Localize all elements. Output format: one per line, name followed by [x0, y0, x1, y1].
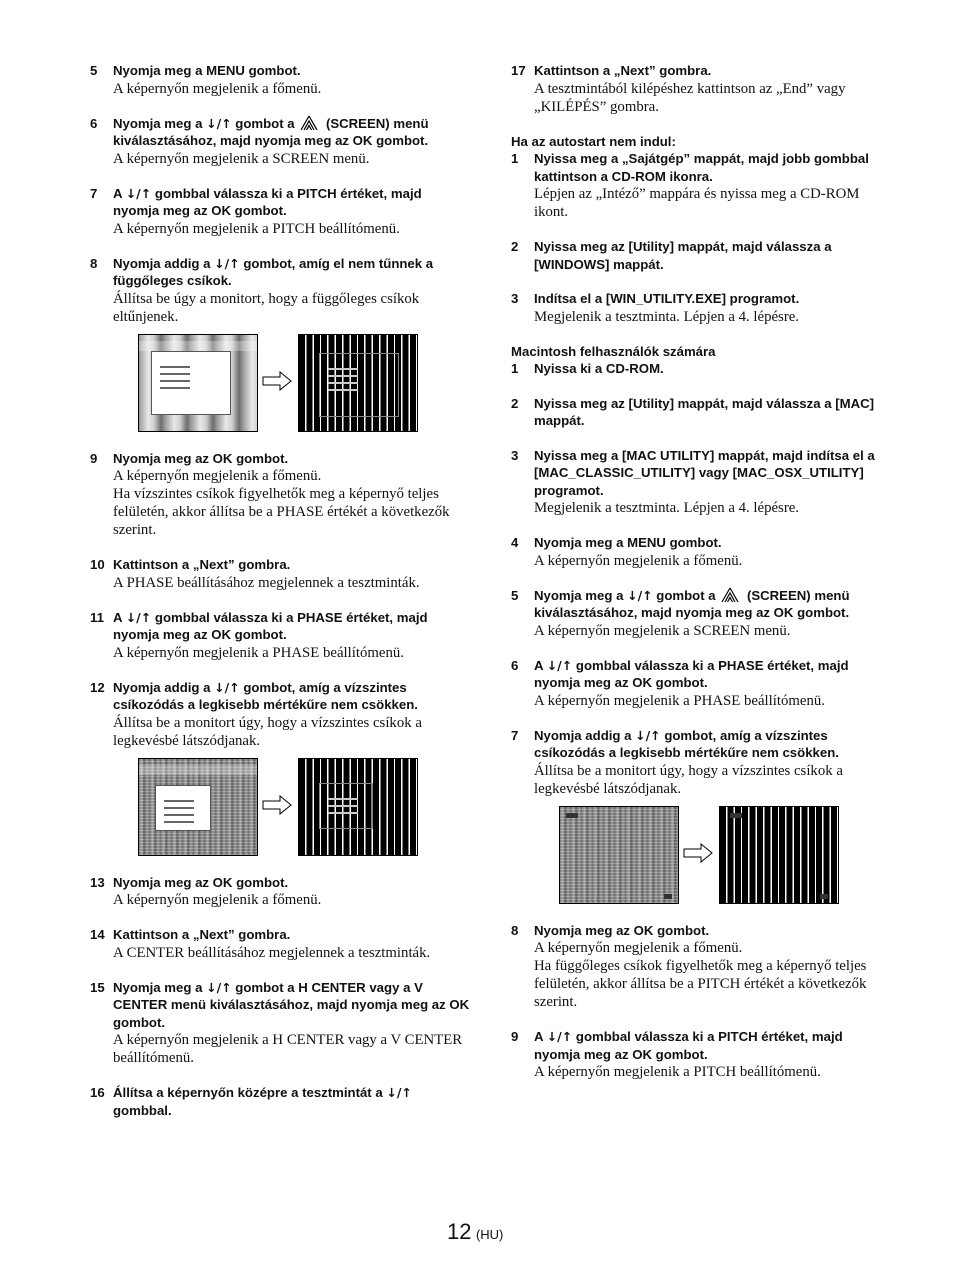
step-instruction: Nyissa meg a [MAC UTILITY] mappát, majd indítsa el a [MAC_CLASSIC_UTILITY] vagy [MAC_OSX_UTILITY] programot. — [534, 447, 875, 498]
step-result: Megjelenik a tesztminta. Lépjen a 4. lépésre. — [534, 308, 800, 325]
mac-step-2 — [511, 395, 891, 430]
step-instruction: Nyomja meg a ↓/↑ gombot a H CENTER vagy a V CENTER menü kiválasztásához, majd nyomja meg az OK gombot. — [113, 979, 470, 1030]
before-screen-image — [138, 334, 258, 432]
down-up-arrow-icon: ↓/↑ — [214, 679, 240, 695]
step-instruction: A ↓/↑ gombbal válassza ki a PITCH értéket, majd nyomja meg az OK gombot. — [113, 185, 422, 218]
step-number: 3 — [511, 447, 519, 463]
step-number: 9 — [511, 1029, 519, 1044]
step-instruction: Kattintson a „Next” gombra. — [113, 557, 291, 572]
step-number: 14 — [90, 927, 105, 942]
step-instruction: Kattintson a „Next” gombra. — [113, 927, 291, 942]
step-number: 9 — [90, 450, 98, 466]
before-screen-image — [138, 758, 258, 856]
step-number: 5 — [511, 587, 519, 603]
mac-step-7 — [511, 727, 891, 798]
step-result: A képernyőn megjelenik a PITCH beállítómenü. — [534, 1064, 821, 1080]
step-result: A képernyőn megjelenik a főmenü. Ha függőleges csíkok figyelhetők meg a képernyő teljes felületén, akkor állítsa be a PITCH értékét a következők szerint. — [534, 940, 867, 1010]
down-up-arrow-icon: ↓/↑ — [386, 1085, 412, 1100]
step-7 — [90, 185, 470, 238]
step-number: 1 — [511, 361, 519, 376]
step-result: A képernyőn megjelenik a SCREEN menü. — [113, 150, 370, 167]
down-up-arrow-icon: ↓/↑ — [125, 185, 152, 201]
down-up-arrow-icon: ↓/↑ — [635, 727, 661, 743]
step-result: Lépjen az „Intéző” mappára és nyissa meg a CD-ROM ikont. — [534, 186, 860, 220]
step-result: Állítsa be úgy a monitort, hogy a függőleges csíkok eltűnjenek. — [113, 290, 420, 325]
mac-step-3 — [511, 447, 891, 518]
after-screen-image — [719, 806, 839, 904]
down-up-arrow-icon: ↓/↑ — [214, 255, 240, 271]
step-11 — [90, 609, 470, 662]
screen-menu-icon — [300, 115, 318, 131]
step-result: A képernyőn megjelenik a PITCH beállítómenü. — [113, 220, 400, 237]
step-number: 8 — [90, 255, 98, 271]
step-instruction: Nyomja addig a ↓/↑ gombot, amíg a vízszintes csíkozódás a legkisebb mértékűre nem csökken. — [113, 679, 418, 712]
step-instruction: Nyissa meg az [Utility] mappát, majd válassza a [WINDOWS] mappát. — [534, 239, 832, 272]
step-9 — [90, 450, 470, 540]
mac-step-5 — [511, 587, 891, 640]
step-instruction: A ↓/↑ gombbal válassza ki a PITCH értéket, majd nyomja meg az OK gombot. — [534, 1029, 843, 1062]
step-result: A tesztmintából kilépéshez kattintson az „End” vagy „KILÉPÉS” gombra. — [534, 80, 846, 115]
step-number: 10 — [90, 557, 105, 572]
after-screen-image — [298, 334, 418, 432]
autostart-step-3 — [511, 290, 891, 326]
step-number: 7 — [90, 185, 98, 201]
mac-step-1 — [511, 360, 891, 378]
down-up-arrow-icon: ↓/↑ — [546, 657, 573, 673]
step-instruction: Nyomja meg az OK gombot. — [113, 450, 289, 466]
step-instruction: Indítsa el a [WIN_UTILITY.EXE] programot. — [534, 291, 800, 306]
before-screen-image — [559, 806, 679, 904]
step-result: A képernyőn megjelenik a főmenü. — [113, 892, 322, 908]
step-8 — [90, 255, 470, 326]
step-instruction: Nyomja meg a ↓/↑ gombot a (SCREEN) menü kiválasztásához, majd nyomja meg az OK gombot. — [113, 115, 429, 148]
step-17 — [511, 62, 891, 116]
step-instruction: Nyomja meg az OK gombot. — [534, 922, 710, 938]
step-number: 6 — [90, 115, 98, 131]
arrow-right-icon — [683, 843, 713, 863]
step-result: A képernyőn megjelenik a PHASE beállítómenü. — [113, 644, 404, 661]
step-result: Állítsa be a monitort úgy, hogy a vízszintes csíkok a legkevésbé látszódjanak. — [534, 762, 843, 797]
screen-menu-icon — [721, 587, 739, 603]
step-number: 4 — [511, 535, 519, 550]
step-14 — [90, 926, 470, 962]
step-number: 2 — [511, 239, 519, 254]
step-result: A CENTER beállításához megjelennek a tesztminták. — [113, 944, 431, 961]
down-up-arrow-icon: ↓/↑ — [546, 1029, 573, 1044]
mac-step-4 — [511, 534, 891, 570]
step-5 — [90, 62, 470, 98]
step-number: 13 — [90, 874, 105, 890]
mac-heading: Macintosh felhasználók számára — [511, 343, 716, 359]
step-result: A képernyőn megjelenik a H CENTER vagy a V CENTER beállítómenü. — [113, 1032, 463, 1066]
step-number: 16 — [90, 1085, 105, 1100]
step-instruction: Nyomja addig a ↓/↑ gombot, amíg el nem tűnnek a függőleges csíkok. — [113, 255, 434, 288]
left-column — [90, 62, 470, 1136]
step-instruction: Nyissa meg az [Utility] mappát, majd válassza a [MAC] mappát. — [534, 395, 875, 428]
step-16 — [90, 1084, 470, 1119]
step-number: 8 — [511, 922, 519, 938]
step-number: 11 — [90, 609, 104, 625]
page-number — [447, 1219, 503, 1245]
step-result: A képernyőn megjelenik a főmenü. Ha vízszintes csíkok figyelhetők meg a képernyő teljes felületén, akkor állítsa be a PHASE értékét a következők szerint. — [113, 468, 450, 538]
step-number: 5 — [90, 63, 98, 78]
step-result: A képernyőn megjelenik a főmenü. — [113, 80, 322, 97]
step-15 — [90, 979, 470, 1068]
step-result: A képernyőn megjelenik a PHASE beállítómenü. — [534, 692, 825, 709]
page-language: (HU) — [475, 1227, 504, 1242]
step-instruction: Nyissa meg a „Sajátgép” mappát, majd jobb gombbal kattintson a CD-ROM ikonra. — [534, 151, 869, 184]
step-6 — [90, 115, 470, 168]
down-up-arrow-icon: ↓/↑ — [125, 609, 152, 625]
step-instruction: Nyomja meg a MENU gombot. — [534, 535, 722, 550]
step-instruction: A ↓/↑ gombbal válassza ki a PHASE értéket, majd nyomja meg az OK gombot. — [113, 609, 428, 642]
step-result: A PHASE beállításához megjelennek a tesztminták. — [113, 574, 420, 591]
step-number: 7 — [511, 727, 519, 743]
step-instruction: Nyomja addig a ↓/↑ gombot, amíg a vízszintes csíkozódás a legkisebb mértékűre nem csökken. — [534, 727, 839, 760]
step-instruction: A ↓/↑ gombbal válassza ki a PHASE értéket, majd nyomja meg az OK gombot. — [534, 657, 849, 690]
step-number: 2 — [511, 395, 519, 411]
step-12 — [90, 679, 470, 750]
mac-phase-figure — [511, 806, 891, 906]
step-instruction: Nyomja meg az OK gombot. — [113, 874, 289, 890]
step-instruction: Állítsa a képernyőn középre a tesztmintát a ↓/↑ gombbal. — [113, 1085, 412, 1118]
right-column — [511, 62, 891, 1098]
step-number: 1 — [511, 151, 519, 166]
step-number: 3 — [511, 291, 519, 306]
step-10 — [90, 556, 470, 592]
step-13 — [90, 874, 470, 910]
step-instruction: Nyissa ki a CD-ROM. — [534, 361, 664, 376]
down-up-arrow-icon: ↓/↑ — [627, 587, 653, 603]
step-number: 15 — [90, 979, 105, 995]
down-up-arrow-icon: ↓/↑ — [206, 979, 232, 995]
step-number: 6 — [511, 657, 519, 673]
step-number: 17 — [511, 63, 526, 78]
mac-step-9 — [511, 1028, 891, 1081]
mac-step-8 — [511, 922, 891, 1012]
step-result: A képernyőn megjelenik a SCREEN menü. — [534, 622, 791, 639]
step-instruction: Kattintson a „Next” gombra. — [534, 63, 712, 78]
arrow-right-icon — [262, 371, 292, 391]
pitch-figure — [90, 334, 470, 434]
down-up-arrow-icon: ↓/↑ — [206, 115, 232, 131]
step-instruction: Nyomja meg a ↓/↑ gombot a (SCREEN) menü kiválasztásához, majd nyomja meg az OK gombot. — [534, 587, 850, 620]
step-result: A képernyőn megjelenik a főmenü. — [534, 552, 743, 569]
arrow-right-icon — [262, 795, 292, 815]
autostart-step-1 — [511, 150, 891, 221]
step-result: Megjelenik a tesztminta. Lépjen a 4. lépésre. — [534, 500, 800, 516]
step-result: Állítsa be a monitort úgy, hogy a vízszintes csíkok a legkevésbé látszódjanak. — [113, 714, 422, 749]
after-screen-image — [298, 758, 418, 856]
page-number-value: 12 — [447, 1219, 472, 1244]
phase-figure — [90, 758, 470, 858]
step-number: 12 — [90, 679, 105, 695]
mac-step-6 — [511, 657, 891, 710]
autostart-heading: Ha az autostart nem indul: — [511, 133, 676, 149]
autostart-step-2 — [511, 238, 891, 273]
step-instruction: Nyomja meg a MENU gombot. — [113, 63, 301, 78]
